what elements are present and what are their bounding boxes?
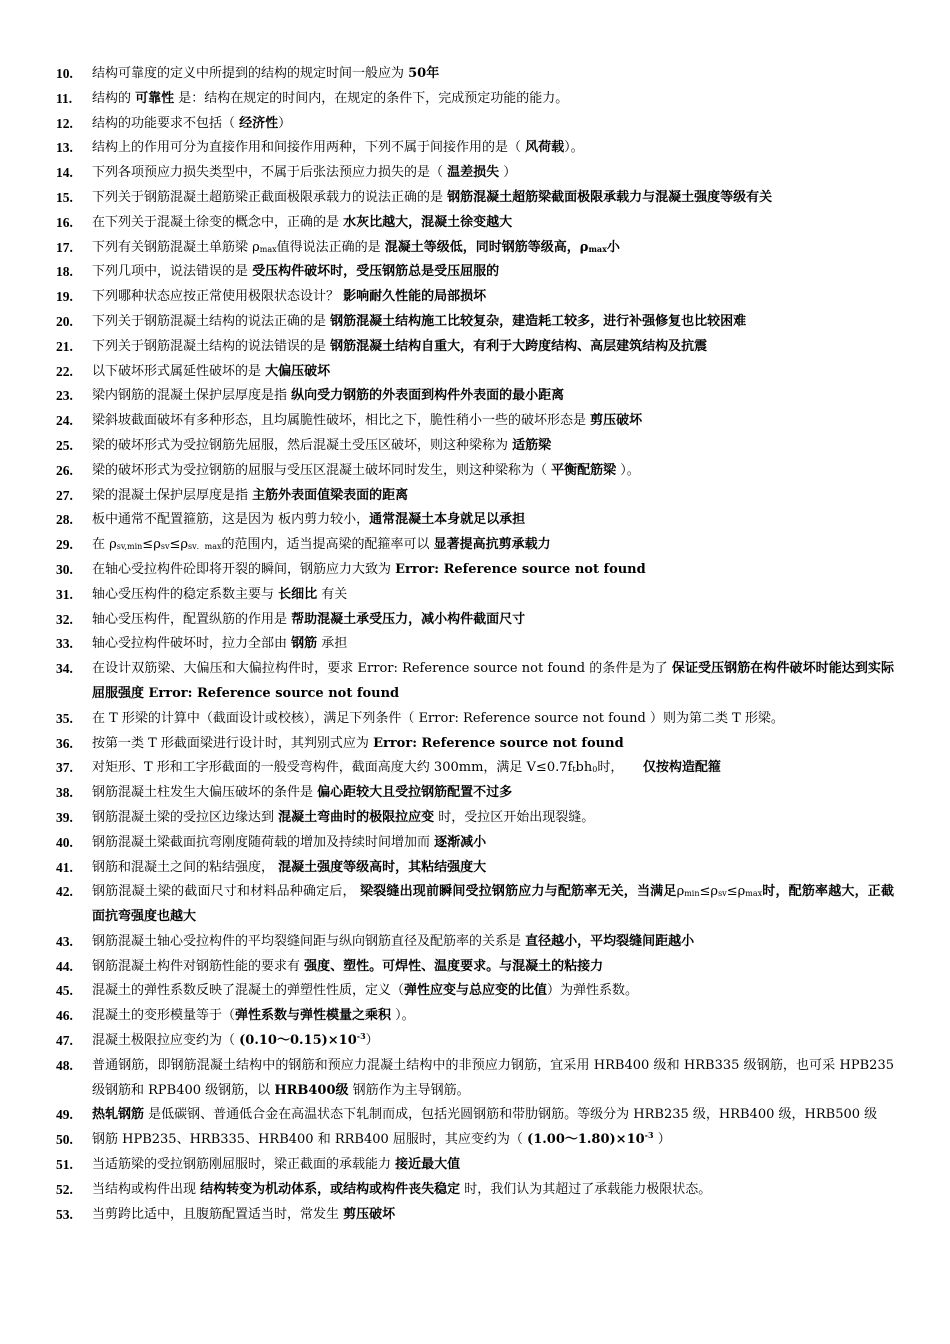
answer-text: 弹性应变与总应变的比值	[404, 983, 548, 999]
question-text: 梁的破坏形式为受拉钢筋的屈服与受压区混凝土破坏同时发生，则这种梁称为（	[92, 462, 552, 478]
question-text: 是：结构在规定的时间内，在规定的条件下，完成预定功能的能力。	[174, 90, 569, 106]
question-text: 钢筋和混凝土之间的粘结强度，	[92, 859, 279, 875]
item-text	[92, 360, 894, 385]
list-item	[56, 1178, 894, 1203]
answer-text: 强度、塑性。可焊性、温度要求。与混凝土的粘接力	[304, 958, 604, 974]
item-number: 46.	[56, 1008, 73, 1024]
question-text: ）	[499, 165, 517, 181]
answer-text: -3	[644, 1130, 654, 1141]
item-text	[92, 260, 894, 285]
item-number: 17.	[56, 239, 73, 255]
item-text	[92, 880, 894, 930]
list-item	[56, 1203, 894, 1228]
question-text: 钢筋混凝土柱发生大偏压破坏的条件是	[92, 785, 318, 801]
question-text: 下列关于钢筋混凝土结构的说法正确的是	[92, 313, 331, 329]
answer-text: (0.10～0.15)×10	[239, 1033, 357, 1049]
item-text	[92, 632, 894, 657]
question-text: 当适筋梁的受拉钢筋刚屈服时，梁正截面的承载能力	[92, 1157, 396, 1173]
question-text: 下列各项预应力损失类型中，不属于后张法预应力损失的是（	[92, 165, 448, 181]
question-text: 钢筋作为主导钢筋。	[348, 1082, 470, 1098]
answer-text: 50年	[408, 66, 440, 81]
answer-text: 混凝土等级低，同时钢筋等级高，ρ	[384, 239, 589, 255]
question-text: 结构上的作用可分为直接作用和间接作用两种，下列不属于间接作用的是（	[92, 140, 526, 156]
list-item	[56, 831, 894, 856]
item-text	[92, 930, 894, 955]
answer-text: 保证受压钢筋在构件破坏时能达到实际屈服强度 Error: Reference source not found	[92, 661, 894, 701]
item-number: 42.	[56, 884, 73, 900]
question-text: 结构的功能要求不包括（	[92, 115, 240, 131]
question-text: 轴心受拉构件破坏时，拉力全部由	[92, 636, 292, 652]
answer-text: 钢筋混凝土结构施工比较复杂，建造耗工较多，进行补强修复也比较困难	[330, 313, 747, 329]
item-number: 31.	[56, 586, 73, 602]
subscript: sv,min	[116, 542, 143, 552]
list-item	[56, 1128, 894, 1153]
answer-text: 温差损失	[447, 165, 500, 181]
question-text: 钢筋混凝土梁的受拉区边缘达到	[92, 809, 279, 825]
list-item	[56, 1029, 894, 1054]
question-text: 下列关于钢筋混凝土结构的说法错误的是	[92, 338, 331, 354]
item-text	[92, 732, 894, 757]
question-text: 混凝土的弹性系数反映了混凝土的弹塑性性质，定义（	[92, 983, 405, 999]
answer-text: 帮助混凝土承受压力，减小构件截面尺寸	[291, 611, 526, 627]
item-number: 30.	[56, 561, 73, 577]
question-text: ）	[653, 1132, 671, 1148]
item-number: 48.	[56, 1057, 73, 1073]
list-item	[56, 484, 894, 509]
answer-text: 风荷载	[525, 140, 565, 156]
answer-text: 仅按构造配箍	[642, 760, 721, 776]
question-text: 下列哪种状态应按正常使用极限状态设计？	[92, 289, 344, 305]
item-number: 29.	[56, 537, 73, 553]
question-text: ）	[278, 115, 292, 131]
item-text	[92, 236, 894, 261]
answer-text: 钢筋混凝土结构自重大，有利于大跨度结构、高层建筑结构及抗震	[330, 338, 708, 354]
subscript: sv．max	[188, 542, 222, 552]
list-item	[56, 1103, 894, 1128]
item-number: 47.	[56, 1033, 73, 1049]
answer-text: 梁裂缝出现前瞬间受拉钢筋应力与配筋率无关，当满足	[360, 884, 677, 900]
list-item	[56, 955, 894, 980]
item-number: 13.	[56, 140, 73, 156]
answer-text: 小	[606, 239, 620, 255]
answer-text: 适筋梁	[512, 437, 552, 453]
answer-text: 钢筋	[291, 636, 318, 652]
answer-text: 结构转变为机动体系，或结构或构件丧失稳定	[200, 1181, 461, 1197]
item-text	[92, 806, 894, 831]
item-text	[92, 856, 894, 881]
item-text	[92, 707, 894, 732]
question-text: 时，我们认为其超过了承载能力极限状态。	[460, 1181, 712, 1197]
item-number: 49.	[56, 1107, 73, 1123]
list-item	[56, 632, 894, 657]
item-text	[92, 955, 894, 980]
answer-text: 经济性	[239, 115, 279, 131]
subscript: 0	[592, 765, 598, 775]
item-number: 27.	[56, 487, 73, 503]
question-text: 下列关于钢筋混凝土超筋梁正截面极限承载力的说法正确的是	[92, 189, 448, 205]
item-text	[92, 285, 894, 310]
question-text: 普通钢筋，即钢筋混凝土结构中的钢筋和预应力混凝土结构中的非预应力钢筋，宜采用 HRB400 级和 HRB335 级钢筋，也可采 HPB235 级钢筋和 RPB400 级钢筋，以	[92, 1057, 894, 1098]
item-number: 25.	[56, 437, 73, 453]
answer-text: 热轧钢筋	[92, 1107, 145, 1123]
item-number: 24.	[56, 413, 73, 429]
list-item	[56, 533, 894, 558]
item-text	[92, 608, 894, 633]
item-text	[92, 979, 894, 1004]
item-number: 51.	[56, 1157, 73, 1173]
item-number: 16.	[56, 214, 73, 230]
question-text: ≤ρ	[169, 537, 189, 553]
question-text: ρ	[676, 884, 685, 900]
list-item	[56, 62, 894, 87]
subscript: max	[745, 889, 763, 899]
answer-text: 接近最大值	[395, 1157, 461, 1173]
question-text: 梁斜坡截面破坏有多种形态，且均属脆性破坏，相比之下，脆性稍小一些的破坏形态是	[92, 413, 591, 429]
question-text: 有关	[317, 586, 348, 602]
list-item	[56, 434, 894, 459]
item-number: 26.	[56, 462, 73, 478]
item-text	[92, 1128, 894, 1153]
question-text: 当结构或构件出现	[92, 1181, 201, 1197]
answer-text: 混凝土弯曲时的极限拉应变	[278, 809, 435, 825]
item-text	[92, 1029, 894, 1054]
list-item	[56, 657, 894, 707]
item-text	[92, 781, 894, 806]
item-number: 23.	[56, 388, 73, 404]
item-text	[92, 1203, 894, 1228]
list-item	[56, 211, 894, 236]
question-text: 当剪跨比适中，且腹筋配置适当时，常发生	[92, 1206, 344, 1222]
question-text: ≤ρ	[726, 884, 746, 900]
item-text	[92, 335, 894, 360]
question-text: 轴心受压构件的稳定系数主要与	[92, 586, 279, 602]
answer-text: 直径越小，平均裂缝间距越小	[525, 933, 695, 949]
list-item	[56, 732, 894, 757]
list-item	[56, 136, 894, 161]
list-item	[56, 781, 894, 806]
answer-text: HRB400级	[274, 1082, 349, 1098]
list-item	[56, 285, 894, 310]
list-item	[56, 806, 894, 831]
question-text: 梁内钢筋的混凝土保护层厚度是指	[92, 388, 292, 404]
item-text	[92, 459, 894, 484]
item-text	[92, 1178, 894, 1203]
list-item	[56, 459, 894, 484]
list-item	[56, 707, 894, 732]
item-number: 20.	[56, 313, 73, 329]
question-text: 时，受拉区开始出现裂缝。	[434, 809, 595, 825]
answer-text: 时，配筋率越大，正截面抗弯强度也越大	[92, 884, 894, 925]
answer-text: 通常混凝土本身就足以承担	[369, 512, 526, 528]
item-number: 34.	[56, 661, 73, 677]
list-item	[56, 409, 894, 434]
list-item	[56, 360, 894, 385]
list-item	[56, 161, 894, 186]
item-number: 36.	[56, 735, 73, 751]
item-number: 39.	[56, 809, 73, 825]
subscript: t	[572, 765, 576, 775]
question-text: 值得说法正确的是	[276, 239, 385, 255]
item-text	[92, 136, 894, 161]
item-number: 52.	[56, 1181, 73, 1197]
item-number: 19.	[56, 289, 73, 305]
question-text: 以下破坏形式属延性破坏的是	[92, 363, 266, 379]
list-item	[56, 112, 894, 137]
item-number: 53.	[56, 1206, 73, 1222]
answer-text: (1.00～1.80)×10	[527, 1132, 645, 1148]
list-item	[56, 856, 894, 881]
answer-text: 钢筋混凝土超筋梁截面极限承载力与混凝土强度等级有关	[447, 189, 773, 205]
item-number: 21.	[56, 338, 73, 354]
item-text	[92, 1004, 894, 1029]
list-item	[56, 260, 894, 285]
question-text: 下列几项中，说法错误的是	[92, 264, 253, 280]
question-text: 在 ρ	[92, 537, 117, 553]
question-text: 混凝土的变形模量等于（	[92, 1008, 236, 1024]
list-item	[56, 880, 894, 930]
question-text: 结构可靠度的定义中所提到的结构的规定时间一般应为	[92, 66, 409, 81]
answer-text: 水灰比越大，混凝土徐变越大	[343, 214, 513, 230]
answer-text: max	[588, 243, 607, 254]
item-text	[92, 484, 894, 509]
item-number: 41.	[56, 859, 73, 875]
answer-text: 长细比	[278, 586, 318, 602]
item-text	[92, 409, 894, 434]
answer-text: 逐渐减小	[434, 834, 487, 850]
item-number: 35.	[56, 710, 73, 726]
answer-text: 可靠性	[135, 90, 175, 106]
item-number: 14.	[56, 165, 73, 181]
item-number: 43.	[56, 933, 73, 949]
question-text: 板中通常不配置箍筋，这是因为 板内剪力较小，	[92, 512, 370, 528]
item-number: 11.	[56, 90, 73, 106]
question-text: ）。	[391, 1008, 415, 1024]
question-text: 在轴心受拉构件砼即将开裂的瞬间，钢筋应力大致为	[92, 561, 396, 577]
subscript: sv	[718, 889, 727, 899]
question-text: 轴心受压构件，配置纵筋的作用是	[92, 611, 292, 627]
question-text: 梁的破坏形式为受拉钢筋先屈服，然后混凝土受压区破坏，则这种梁称为	[92, 437, 513, 453]
item-text	[92, 508, 894, 533]
list-item	[56, 608, 894, 633]
answer-text: 平衡配筋梁	[551, 462, 617, 478]
item-text	[92, 161, 894, 186]
item-number: 28.	[56, 512, 73, 528]
item-text	[92, 310, 894, 335]
question-text: 下列有关钢筋混凝土单筋梁 ρ	[92, 239, 260, 255]
list-item	[56, 508, 894, 533]
question-text: 承担	[317, 636, 348, 652]
question-text: ）。	[616, 462, 640, 478]
question-text: 梁的混凝土保护层厚度是指	[92, 487, 253, 503]
item-number: 18.	[56, 264, 73, 280]
item-number: 44.	[56, 958, 73, 974]
subscript: max	[259, 244, 277, 254]
answer-text: Error: Reference source not found	[395, 561, 646, 577]
item-number: 22.	[56, 363, 73, 379]
answer-text: 影响耐久性能的局部损坏	[343, 289, 487, 305]
list-item	[56, 87, 894, 112]
answer-text: 剪压破坏	[343, 1206, 396, 1222]
answer-text: 弹性系数与弹性模量之乘积	[235, 1008, 392, 1024]
list-item	[56, 756, 894, 781]
item-text	[92, 87, 894, 112]
question-text: 在设计双筋梁、大偏压和大偏拉构件时，要求 Error: Reference source not found 的条件是为了	[92, 661, 672, 677]
question-list	[56, 62, 894, 1227]
question-text: ）为弹性系数。	[547, 983, 639, 999]
list-item	[56, 384, 894, 409]
list-item	[56, 930, 894, 955]
item-text	[92, 657, 894, 707]
list-item	[56, 335, 894, 360]
answer-text: 受压构件破坏时，受压钢筋总是受压屈服的	[252, 264, 500, 280]
item-text	[92, 1054, 894, 1104]
item-text	[92, 558, 894, 583]
item-text	[92, 434, 894, 459]
question-text: 是低碳钢、普通低合金在高温状态下轧制而成，包括光圆钢筋和带肋钢筋。等级分为 HRB235 级，HRB400 级，HRB500 级	[144, 1107, 878, 1123]
question-text: 按第一类 T 形截面梁进行设计时，其判别式应为	[92, 735, 374, 751]
item-number: 12.	[56, 115, 73, 131]
question-text: 钢筋 HPB235、HRB335、HRB400 和 RRB400 屈服时，其应变约为（	[92, 1132, 528, 1148]
question-text: 钢筋混凝土梁截面抗弯刚度随荷载的增加及持续时间增加而	[92, 834, 435, 850]
subscript: sv	[160, 542, 170, 552]
question-text: ）。	[564, 140, 584, 156]
question-text: 结构的	[92, 90, 136, 106]
item-number: 37.	[56, 760, 73, 776]
answer-text: 混凝土强度等级高时，其粘结强度大	[278, 859, 487, 875]
question-text: 在 T 形梁的计算中（截面设计或校核），满足下列条件（ Error: Reference source not found ）则为第二类 T 形梁。	[92, 710, 784, 726]
question-text: bh	[575, 760, 593, 776]
item-text	[92, 112, 894, 137]
list-item	[56, 558, 894, 583]
question-text: 钢筋混凝土轴心受拉构件的平均裂缝间距与纵向钢筋直径及配筋率的关系是	[92, 933, 526, 949]
item-number: 40.	[56, 834, 73, 850]
list-item	[56, 236, 894, 261]
question-text: 对矩形、T 形和工字形截面的一般受弯构件，截面高度大约 300mm，满足 V≤0.7f	[92, 760, 573, 776]
item-text	[92, 384, 894, 409]
list-item	[56, 1054, 894, 1104]
item-text	[92, 583, 894, 608]
list-item	[56, 1004, 894, 1029]
item-text	[92, 186, 894, 211]
item-number: 32.	[56, 611, 73, 627]
question-text: 的范围内，适当提高梁的配箍率可以	[221, 537, 434, 553]
question-text: ）	[365, 1033, 379, 1049]
question-text: ≤ρ	[699, 884, 719, 900]
item-text	[92, 1153, 894, 1178]
item-text	[92, 533, 894, 558]
item-number: 33.	[56, 636, 73, 652]
answer-text: 偏心距较大且受拉钢筋配置不过多	[317, 785, 513, 801]
item-number: 45.	[56, 983, 73, 999]
subscript: min	[684, 889, 700, 899]
answer-text: 剪压破坏	[590, 413, 643, 429]
item-number: 50.	[56, 1132, 73, 1148]
list-item	[56, 1153, 894, 1178]
item-text	[92, 756, 894, 781]
answer-text: 显著提高抗剪承载力	[433, 537, 551, 553]
answer-text: Error: Reference source not found	[373, 735, 624, 751]
list-item	[56, 583, 894, 608]
question-text: 混凝土极限拉应变约为（	[92, 1033, 240, 1049]
list-item	[56, 979, 894, 1004]
question-text: 时，	[597, 760, 643, 776]
item-number: 38.	[56, 785, 73, 801]
list-item	[56, 186, 894, 211]
item-text	[92, 1103, 894, 1128]
question-text: 在下列关于混凝土徐变的概念中，正确的是	[92, 214, 344, 230]
item-text	[92, 62, 894, 87]
answer-text: -3	[356, 1031, 366, 1042]
item-text	[92, 211, 894, 236]
item-text	[92, 831, 894, 856]
answer-text: 大偏压破坏	[265, 363, 331, 379]
answer-text: 纵向受力钢筋的外表面到构件外表面的最小距离	[291, 388, 565, 404]
item-number: 15.	[56, 189, 73, 205]
question-text: ≤ρ	[142, 537, 161, 553]
question-text: 钢筋混凝土构件对钢筋性能的要求有	[92, 958, 305, 974]
item-number: 10.	[56, 66, 73, 81]
answer-text: 主筋外表面值梁表面的距离	[252, 487, 409, 503]
question-text: 钢筋混凝土梁的截面尺寸和材料品种确定后，	[92, 884, 361, 900]
list-item	[56, 310, 894, 335]
